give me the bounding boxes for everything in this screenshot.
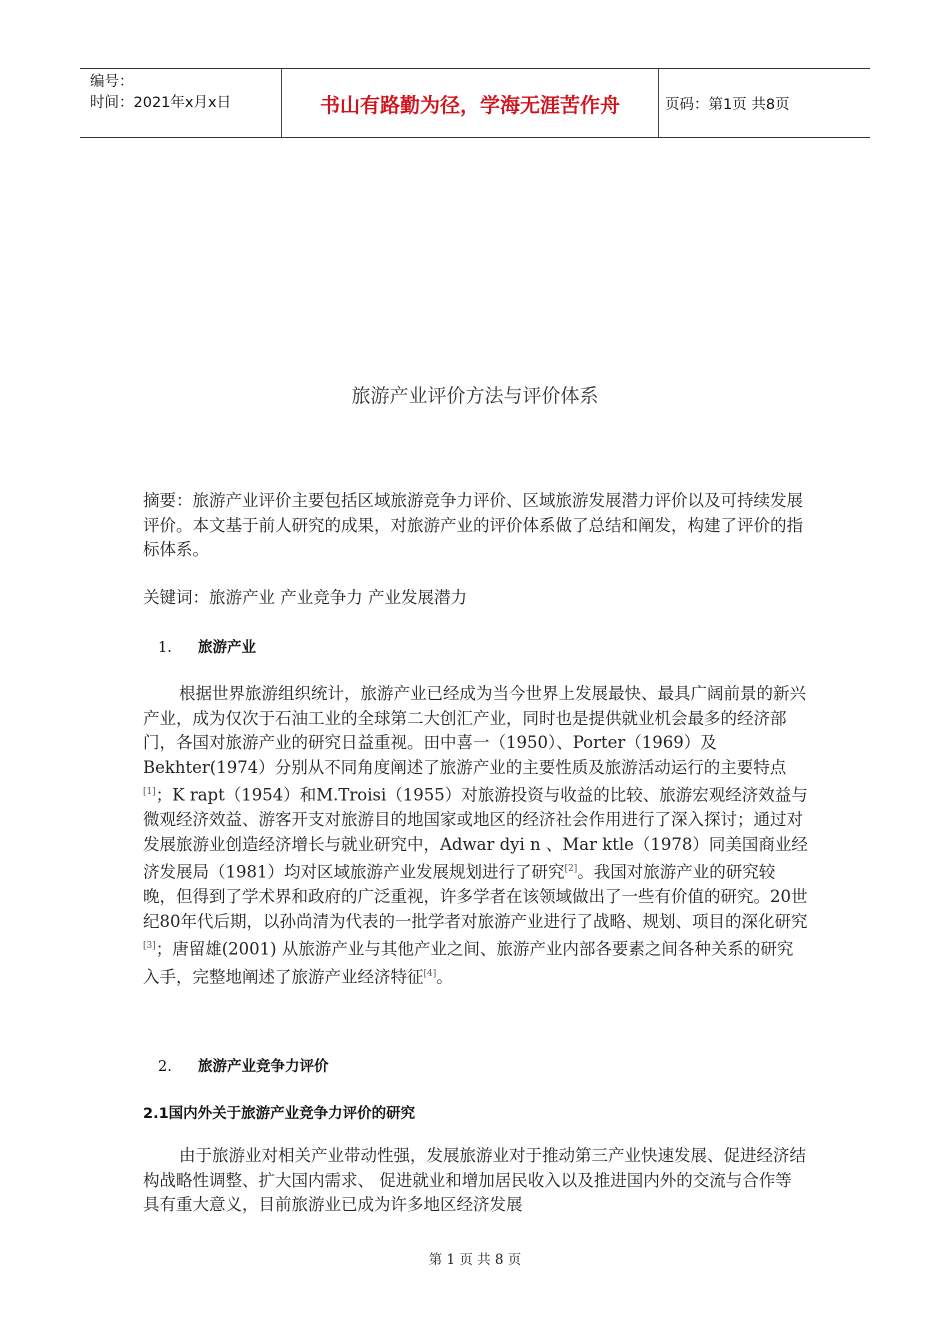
date-label: 时间：2021年x月x日 — [90, 95, 232, 111]
paragraph-text: ；K rapt（1954）和M.Troisi（1955）对旅游投资与收益的比较、旅游宏观经济效益与微观经济效益、游客开支对旅游目的地国家或地区的经济社会作用进行了深入探讨；通过对发展旅游业创造经济增长与就业研究中，Adwar dyi n 、Mar ktle（1978）同美国商业经济发展局（1981）均对区域旅游产业发展规划进行了研究 — [143, 785, 808, 882]
keywords: 关键词：旅游产业 产业竞争力 产业发展潜力 — [143, 588, 467, 607]
citation[interactable]: [1] — [143, 787, 156, 797]
citation[interactable]: [3] — [143, 941, 156, 951]
body-paragraph-2: 由于旅游业对相关产业带动性强，发展旅游业对于推动第三产业快速发展、促进经济结构战略性调整、扩大国内需求、 促进就业和增加居民收入以及推进国内外的交流与合作等具有重大意义，目前旅游业已成为许多地区经济发展 — [143, 1146, 806, 1214]
subsection-heading-2-1: 2.1国内外关于旅游产业竞争力评价的研究 — [143, 1106, 416, 1122]
section-title: 旅游产业 — [198, 640, 256, 656]
page-info: 页码：第1页 共8页 — [665, 96, 790, 113]
serial-number-label: 编号： — [90, 74, 134, 90]
section-title: 旅游产业竞争力评价 — [198, 1059, 329, 1075]
body-paragraph-1 — [143, 682, 808, 990]
citation[interactable]: [2] — [564, 864, 578, 874]
paragraph-text: 根据世界旅游组织统计，旅游产业已经成为当今世界上发展最快、最具广阔前景的新兴产业，成为仅次于石油工业的全球第二大创汇产业，同时也是提供就业机会最多的经济部门，各国对旅游产业的研究日益重视。田中喜一（1950）、Porter（1969）及Bekhter(1974）分别从不同角度阐述了旅游产业的主要性质及旅游活动运行的主要特点 — [143, 684, 806, 777]
section-heading-2 — [158, 1055, 329, 1076]
motto-text: 书山有路勤为径，学海无涯苦作舟 — [281, 69, 659, 137]
paragraph-text: 。 — [436, 967, 453, 987]
header-left-cell — [80, 69, 281, 137]
section-heading-1 — [158, 636, 256, 657]
page-footer: 第 1 页 共 8 页 — [428, 1252, 522, 1268]
abstract: 摘要：旅游产业评价主要包括区域旅游竞争力评价、区域旅游发展潜力评价以及可持续发展评价。本文基于前人研究的成果，对旅游产业的评价体系做了总结和阐发，构建了评价的指标体系。 — [143, 491, 803, 559]
section-number: 2. — [158, 1059, 172, 1075]
paragraph-text: ；唐留雄(2001) 从旅游产业与其他产业之间、旅游产业内部各要素之间各种关系的研究入手，完整地阐述了旅游产业经济特征 — [143, 939, 794, 987]
citation[interactable]: [4] — [423, 969, 437, 979]
paragraph-text: 。我国对旅游产业的研究较晚，但得到了学术界和政府的广泛重视，许多学者在该领域做出了一些有价值的研究。20世纪80年代后期，以孙尚清为代表的一批学者对旅游产业进行了战略、规划、项目的深化研究 — [143, 862, 808, 931]
section-number: 1. — [158, 640, 172, 656]
document-title: 旅游产业评价方法与评价体系 — [351, 385, 599, 407]
document-header — [80, 68, 870, 138]
